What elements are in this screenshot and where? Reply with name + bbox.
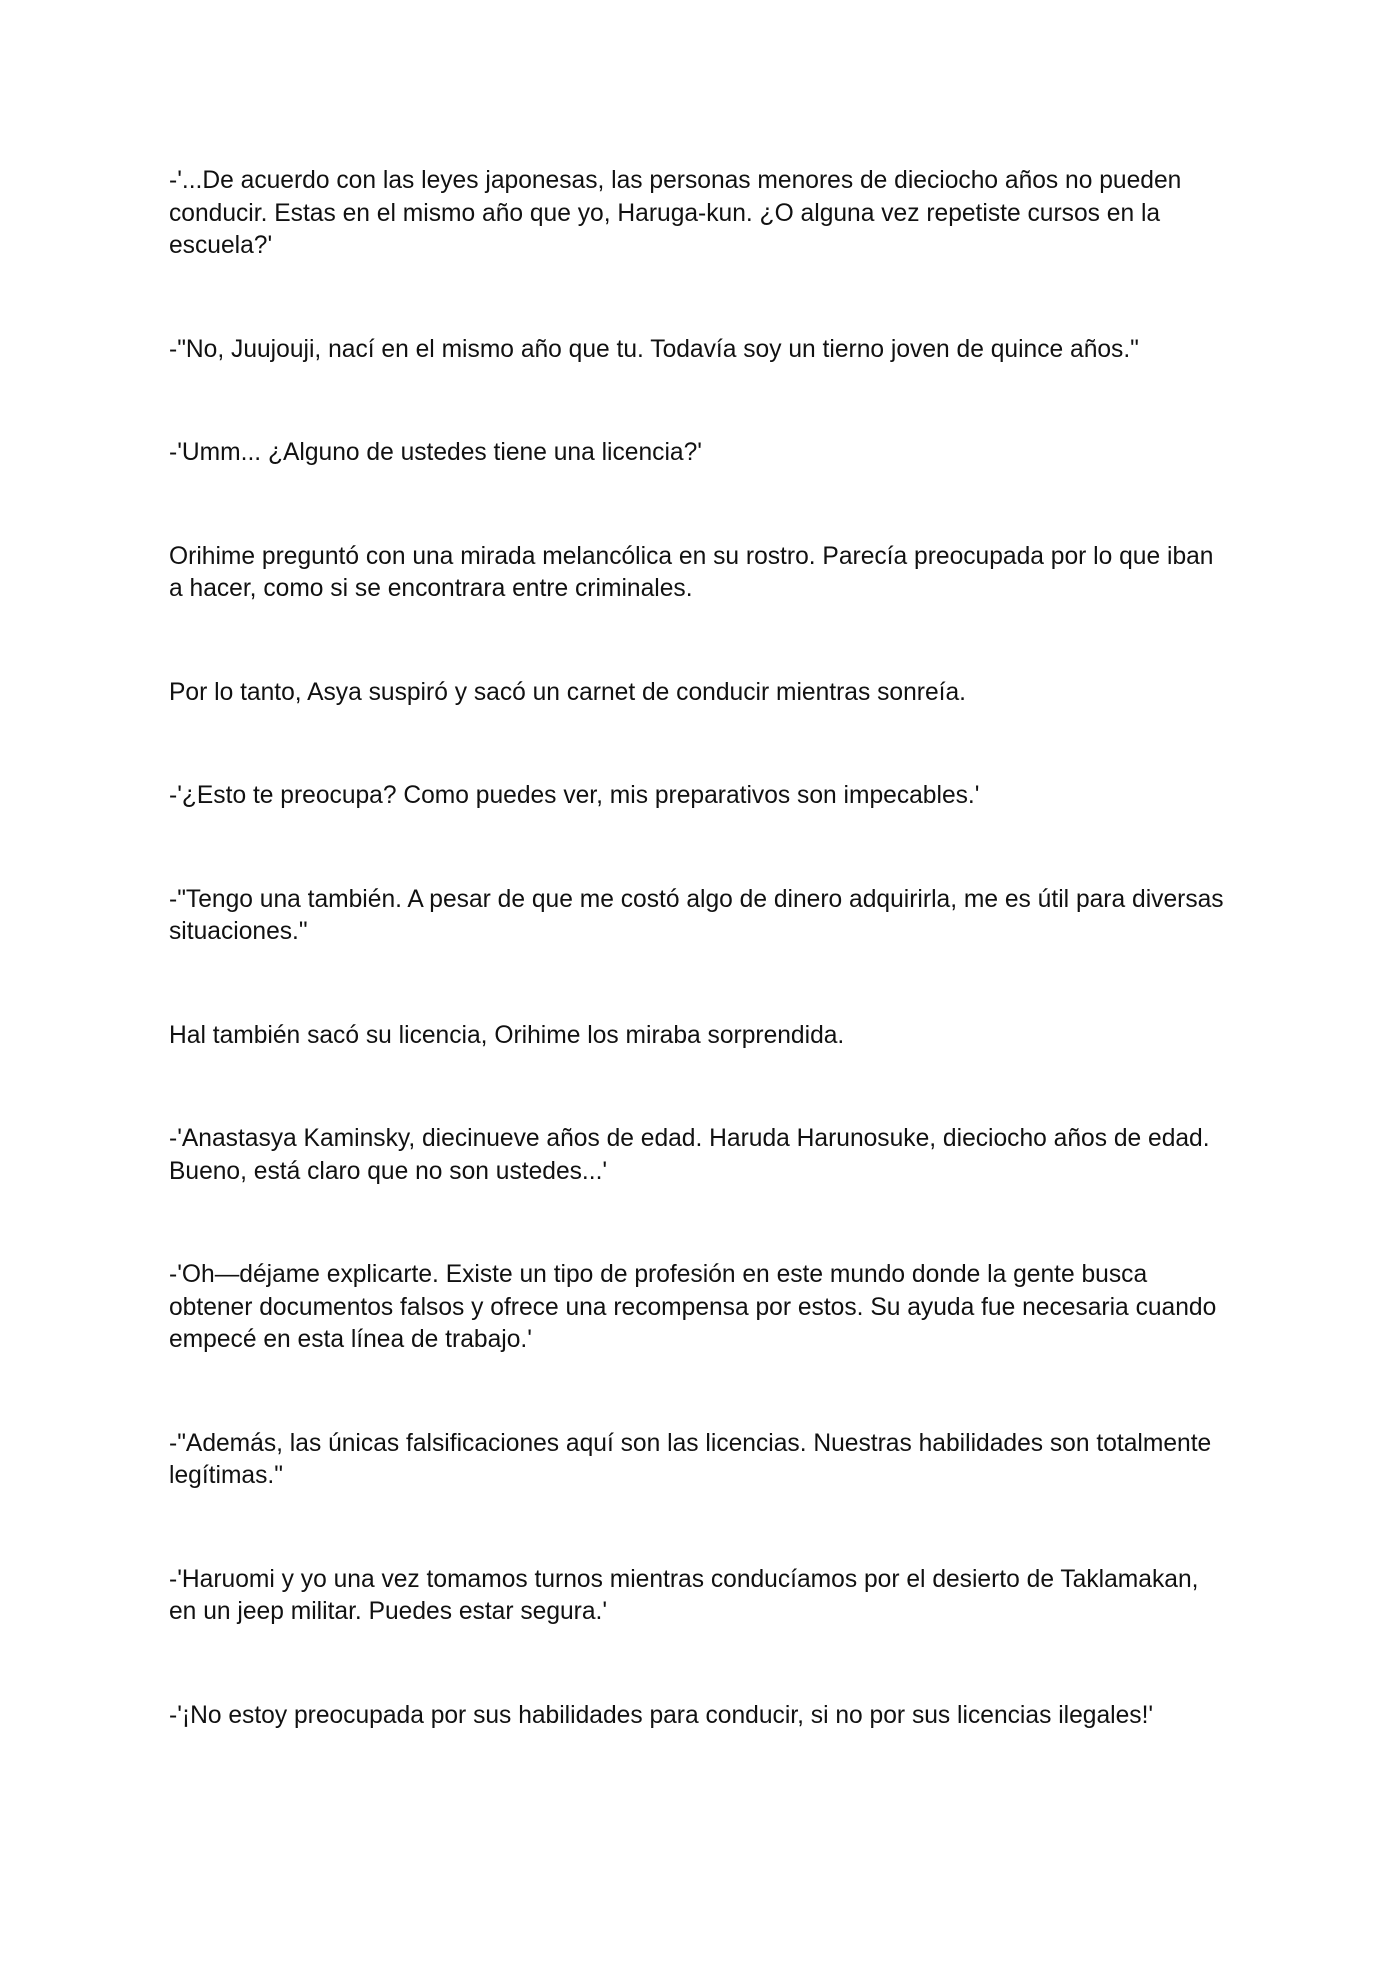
paragraph: -'Oh—déjame explicarte. Existe un tipo de profesión en este mundo donde la gente busca obtener documentos falsos y ofrece una recompensa por estos. Su ayuda fue necesaria cuando empecé en esta línea de trabajo.' <box>169 1261 1217 1353</box>
paragraph: -'Umm... ¿Alguno de ustedes tiene una licencia?' <box>169 439 702 466</box>
paragraph: Hal también sacó su licencia, Orihime los miraba sorprendida. <box>169 1021 845 1049</box>
document-body <box>169 165 1229 1732</box>
paragraph: -'Haruomi y yo una vez tomamos turnos mientras conducíamos por el desierto de Taklamakan, en un jeep militar. Puedes estar segura.' <box>169 1565 1199 1625</box>
paragraph: Por lo tanto, Asya suspiró y sacó un carnet de conducir mientras sonreía. <box>169 678 966 706</box>
paragraph: -'...De acuerdo con las leyes japonesas, las personas menores de dieciocho años no pueden conducir. Estas en el mismo año que yo, Haruga-kun. ¿O alguna vez repetiste cursos en la escuela?' <box>169 167 1182 259</box>
paragraph: -"Además, las únicas falsificaciones aquí son las licencias. Nuestras habilidades son totalmente legítimas." <box>169 1429 1212 1489</box>
paragraph: -'¡No estoy preocupada por sus habilidades para conducir, si no por sus licencias ilegales!' <box>169 1701 1154 1729</box>
paragraph: -"No, Juujouji, nací en el mismo año que tu. Todavía soy un tierno joven de quince años." <box>169 335 1139 363</box>
paragraph: -'Anastasya Kaminsky, diecinueve años de edad. Haruda Harunosuke, dieciocho años de edad. Bueno, está claro que no son ustedes...' <box>169 1125 1210 1185</box>
paragraph: -'¿Esto te preocupa? Como puedes ver, mis preparativos son impecables.' <box>169 782 980 809</box>
paragraph: -"Tengo una también. A pesar de que me costó algo de dinero adquirirla, me es útil para diversas situaciones." <box>169 885 1224 945</box>
paragraph: Orihime preguntó con una mirada melancólica en su rostro. Parecía preocupada por lo que iban a hacer, como si se encontrara entre criminales. <box>169 542 1214 602</box>
